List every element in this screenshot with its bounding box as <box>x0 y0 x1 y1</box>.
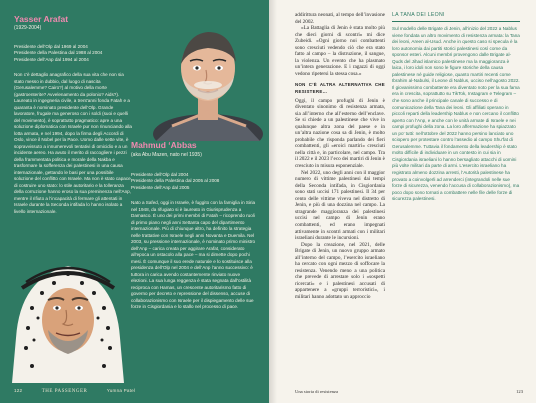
paragraph: Dopo la creazione, nel 2021, delle Brigate di Jenin, un nuovo gruppo armato all’interno del campo, l’esercito israeliano ha cercato con ogni mezzo di soffocare la resistenza. Venendo meno a una politica che prevede di arrestare solo i «sospetti ricercati» e i palestinesi accusati di appartenere a «gruppi terroristici», i militari hanno adottato un approccio <box>295 241 385 300</box>
person1-dates: (1929-2004) <box>14 25 42 31</box>
abbas-portrait <box>12 248 124 383</box>
person1-role: Presidente dell’Anp dal 1994 al 2004 <box>14 56 89 62</box>
person2-roles <box>131 172 261 191</box>
person2-alias: (aka Abu Mazen, nato nel 1935) <box>131 152 202 158</box>
paragraph: Oggi, il campo profughi di Jenin è diventato sinonimo di resistenza armata, sia all’interno che all’esterno dell’enclave. Se si chiede a un palestinese che vive in qualunque altra zona del paese e in un’altra nazione cosa sa di Jenin, è molto probabile che risponda parlando dei fieri combattenti, gli «eroici martiri» cresciuti nella città e, in particolare, nel campo. Tra il 2022 e il 2023 l’eco dei martiri di Jenin è cresciuto in misura esponenziale. <box>295 97 385 170</box>
person2-role: Presidente dell’Olp dal 2004 <box>131 172 189 177</box>
main-text-column <box>295 12 385 382</box>
person2-role: Presidente della Palestina dal 2005 al 2008 <box>131 178 220 184</box>
page-gutter <box>269 0 277 403</box>
person2-role: Presidente dell’Anp dal 2005 <box>131 184 190 190</box>
sidebar-text: Sul modello delle Brigate di Jenin, all’inizio del 2022 a Nablus viene fondata un altro movimento di resistenza armata: la Tana dei leoni, Areen al-Usud. Anche in questo caso si specula è la loro autonomia dai partiti storici palestinesi così come da sponsor esteri. Alcuni membri provengono dalle Brigate al-Quds del Jihad islamico palestinese ma la maggioranza è laica, i loro idoli non sono le figure storiche della causa palestinese né guide religiose, quanto martiri recenti come Ibrahim al-Nabulsi, il Leone di Nablus, ucciso nell’agosto 2022. Il giovanissimo combattente era diventato noto per la sua fama era in crescita, soprattutto su TikTok, Instagram e Telegram – che sono anche il principale canale di successo e di comunicazione della Tana dei leoni. Gli affiliati operano in piccoli reparti della leadership Nablus e non cercano il conflitto aperto con l’Anp, e anche con le unità armate di Israele e nei campi profughi della zona. La loro affermazione ha spiazzato un po’ tutti: nell’ottobre del 2022 hanno persino lanciato uno sciopero per protestare contro l’assedio al campo Shu’fat di Gerusalemme. Tuttavia il fondamento della leadership è stato molto difficile di individuare in un contesto in cui sia in Cisgiordania israeliani lo hanno bersagliato attacchi di uomini più volte militari da parte di armi. L’esercito israeliano ha registrato almeno dozzina arresti, l’Autorità palestinese ha provato a coinvolgerli ad arrenderci (integrandoli nelle sue forze di sicurezza, venendo l’accusa di collaborazionismo), ma poco dopo sono tornati a combattere nelle file delle forze di sicurezza palestinesi. <box>392 26 520 202</box>
person1-name: Yasser Arafat <box>14 14 69 24</box>
person2-bio-text: Nato a Safed, oggi in Israele, è fuggito con la famiglia in Siria nel 1948, da rifugiato si è laureato in Giurisprudenza a Damasco. È uno dei primi membri di Fatah – ricoprendo ruoli di primo piano negli anni Settanta capo del dipartimento internazionale. Più di chiunque altro, ha definito la strategia nelle trattative con Israele negli anni Novanta e Duemila. Nel 2003, su pressione internazionale, è nominato primo ministro dell’Anp – carica creata per aggirare Arafat, considerato all’epoca un ostacolo alla pace – ma si dimette dopo pochi mesi. È comunque il suo erede naturale e lo sostituisce alla presidenza dell’Olp nel 2004 e dell’Anp l’anno successivo: è tuttora in carica avendo costantemente rinviato nuove elezioni. La sua lunga reggenza è stata segnata dall’ostilità reciproca con Hamas, un crescente autoritarismo fatto di governo per decreto e repressione del dissenso, accuse di collaborazionismo con Israele per il dispiegamento delle sue forze in Cisgiordania e lo stallo nel processo di pace. <box>131 200 256 309</box>
magazine-title: THE PASSENGER <box>41 389 88 394</box>
left-footer <box>14 388 153 394</box>
person1-roles <box>14 44 134 63</box>
person1-role: Presidente della Palestina dal 1988 al 2004 <box>14 50 103 56</box>
sidebar-box <box>392 12 520 380</box>
author-name: Yumna Patel <box>106 388 136 393</box>
person1-role: Presidente dell’Olp dal 1969 al 2004 <box>14 44 88 49</box>
section-subhead: NON C’È ALTRA ALTERNATIVA CHE RESISTERE… <box>295 82 385 95</box>
person2-bio <box>131 200 257 311</box>
paragraph: «La Battaglia di Jenin è stata molto più che dieci giorni di scontri» mi dice Zubeidi. «Ogni giorno noi combattenti sono cresciuti vedendo ciò che era stato fatto al campo – la distruzione, il sangue, la violenza. Un evento che ha plasmato un’intera generazione. E i ragazzi di oggi vedono ripetersi la stessa cosa.» <box>295 25 385 77</box>
left-page-number: 122 <box>14 388 23 393</box>
person1-bio-text: Non c’è dettaglio anagrafico della sua vita che non sia stato messo in dubbio, dal luogo di nascita (Gerusalemme? Cairo?) al motivo della morte (gastroenterite? Avvelenamento da polonio? Aids?). Laureato in ingegneria civile, a trent’anni fonda Fatah e a quaranta è nominato presidente dell’Olp. Grande lavoratore, frugale ma generoso con i soldi (suoi e quelli del movimento), è soprattutto pragmatico: apre a una soluzione diplomatica con Israele pur non rinunciando alla lotta armata, e nel 1994, dopo la firma degli Accordi di Oslo, vince il Nobel per la Pace. Uomo dalle sette vite, è sopravvissuto a innumerevoli tentativi di omicidio e a un incidente aereo. Ha avuto il merito di raccogliere i pezzi della frammentata politica e morale della Nakba e trasformare la sofferenza dei palestinesi in una causa internazionale, gettando le basi per una possibile soluzione del conflitto con Israele. Ma non è stato capace di costruire uno stato: lo stile autoritario e la tolleranza della corruzione hanno eroso la sua preminenza nell’Anp, mentre il rifiuto a l’incapacità di fermare gli attentati in Israele durante la Seconda intifada lo hanno isolato a livello internazionale. <box>14 72 132 214</box>
running-title: Una storia di resistenza <box>295 389 338 394</box>
right-footer <box>295 389 523 394</box>
right-page-number: 123 <box>516 389 523 394</box>
person1-bio <box>14 72 132 215</box>
person2-name: Mahmud ‘Abbas <box>131 140 197 150</box>
paragraph: addirittura neonati, al tempo dell’invasione del 2002. <box>295 12 385 25</box>
paragraph: Nel 2022, uno degli anni con il maggior numero di vittime palestinesi dai tempi della Seconda intifada, in Cisgiordania sono stati uccisi 171 palestinesi. Il 34 per cento delle vittime viveva nel distretto di Jenin, e più di una dozzina nel campo. La stragrande maggioranza dei palestinesi uccisi nel campo di Jenin erano combattenti, ed erano impegnati attivamente in scontri armati con i militari israeliani durante le incursioni. <box>295 169 385 242</box>
arafat-portrait <box>150 6 265 141</box>
sidebar-title: LA TANA DEI LEONI <box>392 12 520 22</box>
